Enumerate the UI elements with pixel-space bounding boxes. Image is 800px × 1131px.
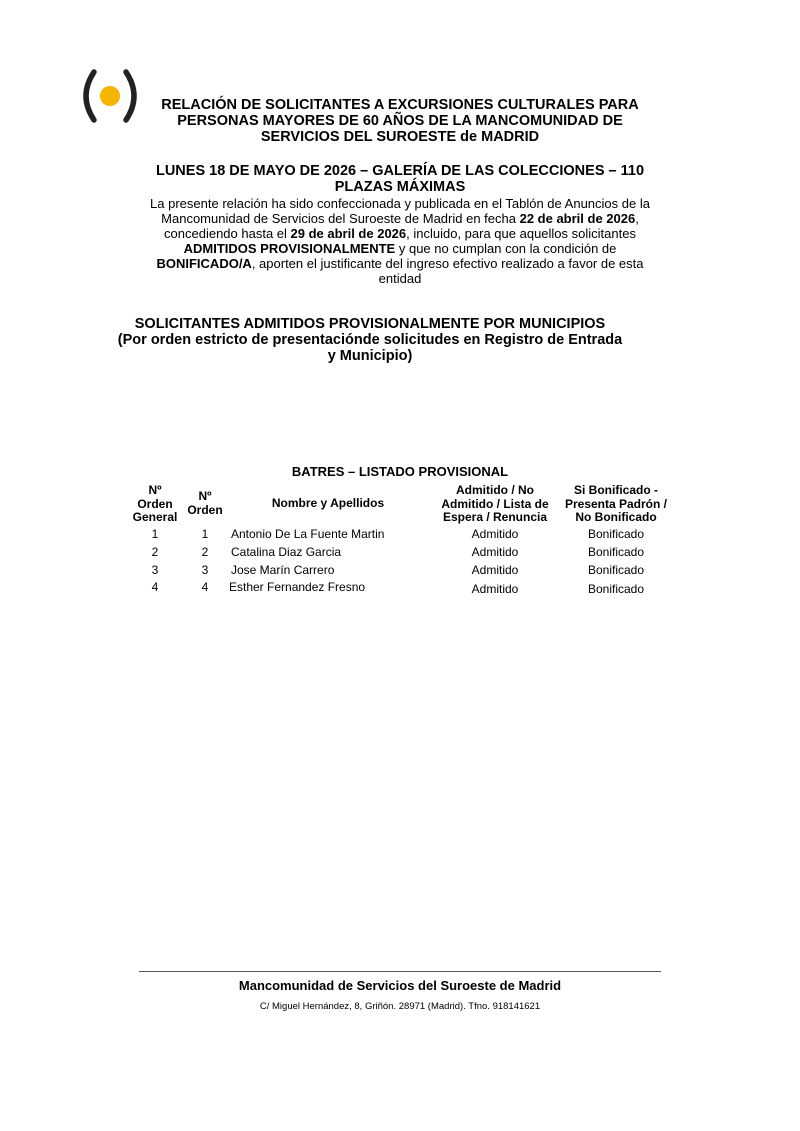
header-orden: [180, 490, 230, 517]
cell-orden-general: 3: [151, 563, 159, 577]
admitted-label: ADMITIDOS PROVISIONALMENTE: [183, 241, 396, 256]
logo-dot: [100, 86, 120, 106]
cell-nombre: Esther Fernandez Fresno: [229, 580, 366, 594]
intro-paragraph: [130, 196, 670, 286]
document-title: [130, 97, 670, 145]
cell-bonificado: Bonificado: [587, 582, 645, 596]
footer-divider: [139, 971, 661, 972]
section-line: SOLICITANTES ADMITIDOS PROVISIONALMENTE POR MUNICIPIOS: [134, 316, 606, 332]
intro-text: y que no cumplan con la condición de: [395, 241, 617, 256]
footer-organization: Mancomunidad de Servicios del Suroeste de Madrid: [238, 978, 562, 993]
intro-line: [130, 241, 670, 256]
event-line: LUNES 18 DE MAYO DE 2026 – GALERÍA DE LAS COLECCIONES – 110: [155, 163, 645, 179]
header-line: Si Bonificado -: [574, 483, 658, 497]
cell-nombre: Catalina Diaz Garcia: [231, 545, 342, 559]
section-line: y Municipio): [327, 348, 413, 364]
title-line: RELACIÓN DE SOLICITANTES A EXCURSIONES CULTURALES PARA: [161, 97, 639, 113]
bonificado-label: BONIFICADO/A: [156, 256, 252, 271]
cell-bonificado: Bonificado: [587, 545, 645, 559]
event-line: PLAZAS MÁXIMAS: [334, 179, 466, 195]
header-line: Admitido / No: [456, 483, 534, 497]
intro-text: concediendo hasta el: [164, 226, 291, 241]
cell-estado: Admitido: [471, 563, 519, 577]
cell-orden-general: 2: [151, 545, 159, 559]
cell-orden-general: 4: [151, 580, 159, 594]
intro-text: La presente relación ha sido confeccionada y publicada en el Tablón de Anuncios de la: [150, 196, 650, 211]
logo-left-bracket: [86, 72, 94, 120]
header-line: Nº: [198, 489, 212, 503]
intro-line: [130, 271, 670, 286]
cell-orden: 1: [201, 527, 209, 541]
cell-bonificado: Bonificado: [587, 527, 645, 541]
footer-address: C/ Miguel Hernández, 8, Griñón. 28971 (Madrid). Tfno. 918141621: [259, 1001, 541, 1012]
header-line: Orden: [187, 502, 223, 517]
event-title: [130, 163, 670, 195]
cell-estado: Admitido: [471, 582, 519, 596]
header-line: Presenta Padrón /: [564, 496, 668, 511]
intro-text: ,: [635, 211, 639, 226]
title-line: PERSONAS MAYORES DE 60 AÑOS DE LA MANCOMUNIDAD DE: [177, 113, 623, 129]
header-line: General: [132, 510, 178, 524]
cell-orden: 3: [201, 563, 209, 577]
section-line: (Por orden estricto de presentaciónde solicitudes en Registro de Entrada: [117, 332, 623, 348]
header-estado: [430, 484, 560, 525]
cell-estado: Admitido: [471, 527, 519, 541]
header-line: Orden: [137, 496, 173, 511]
deadline-date: 29 de abril de 2026: [290, 226, 407, 241]
header-line: Espera / Renuncia: [442, 510, 548, 524]
cell-orden-general: 1: [151, 527, 159, 541]
intro-line: [130, 256, 670, 271]
cell-orden: 4: [201, 580, 209, 594]
header-line: No Bonificado: [575, 510, 657, 524]
header-line: Admitido / Lista de: [441, 496, 549, 511]
title-line: SERVICIOS DEL SUROESTE de MADRID: [260, 129, 540, 145]
intro-line: [130, 211, 670, 226]
cell-orden: 2: [201, 545, 209, 559]
section-title: [100, 316, 640, 364]
intro-line: [130, 196, 670, 211]
header-bonificado: [556, 484, 676, 525]
header-nombre: Nombre y Apellidos: [271, 496, 385, 510]
intro-text: Mancomunidad de Servicios del Suroeste de Madrid en fecha: [161, 211, 520, 226]
cell-bonificado: Bonificado: [587, 563, 645, 577]
publication-date: 22 de abril de 2026: [519, 211, 636, 226]
intro-line: [130, 226, 670, 241]
cell-estado: Admitido: [471, 545, 519, 559]
cell-nombre: Antonio De La Fuente Martin: [231, 527, 385, 541]
header-line: Nº: [148, 483, 162, 497]
intro-text: , aporten el justificante del ingreso efectivo realizado a favor de esta: [251, 256, 644, 271]
cell-nombre: Jose Marín Carrero: [231, 563, 335, 577]
list-title: BATRES – LISTADO PROVISIONAL: [291, 464, 509, 479]
intro-text: , incluido, para que aquellos solicitantes: [406, 226, 636, 241]
intro-text: entidad: [378, 271, 422, 286]
